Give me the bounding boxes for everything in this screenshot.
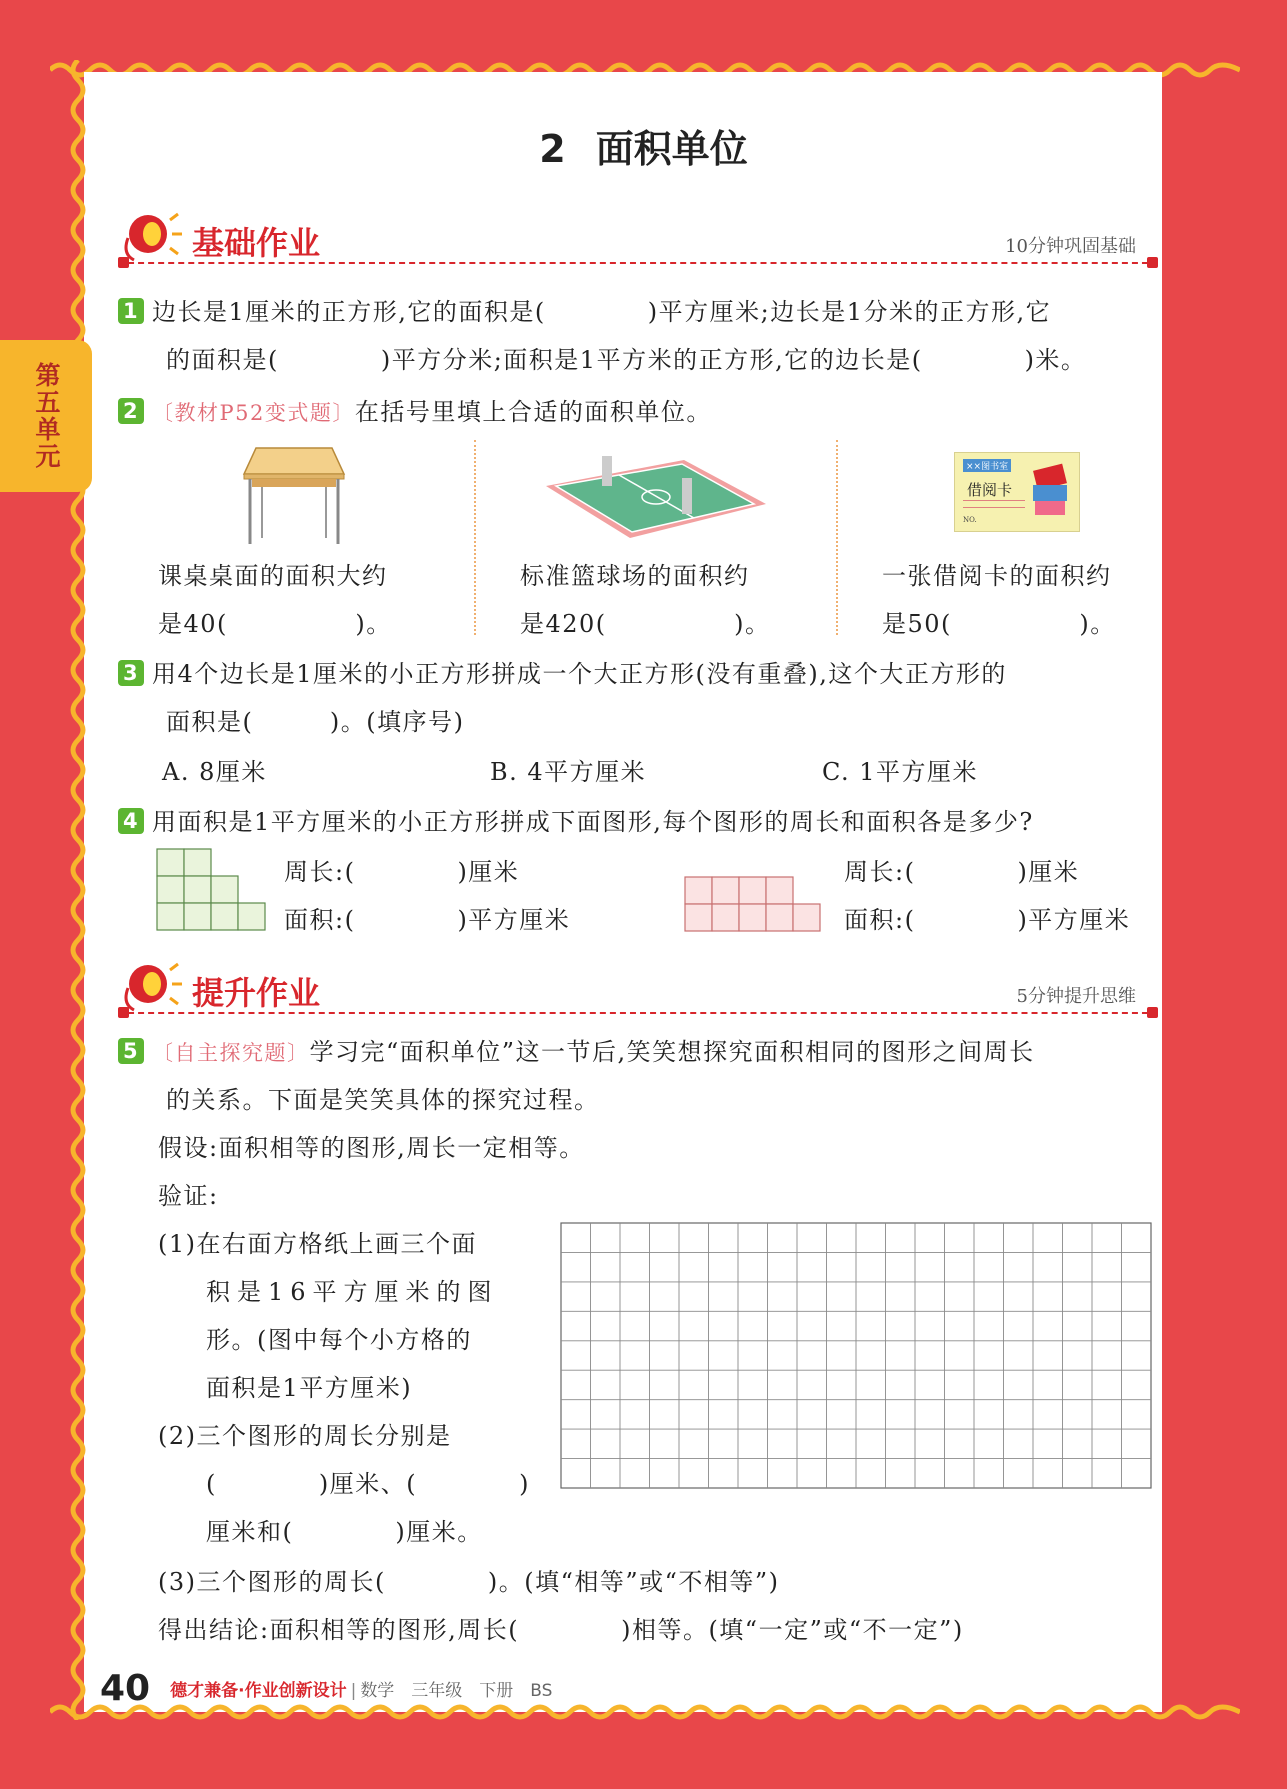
section-rule — [118, 1012, 1158, 1014]
q5-p2-line2: ( )厘米、( ) — [206, 1470, 530, 1498]
basketball-court-illustration — [544, 452, 768, 548]
books-icon — [1029, 459, 1075, 525]
q2-item2-line1: 标准篮球场的面积约 — [520, 562, 750, 590]
unit-tab — [0, 340, 92, 492]
q5-tag: 〔自主探究题〕 — [152, 1041, 310, 1065]
q5-p2-line3: 厘米和( )厘米。 — [206, 1518, 483, 1546]
library-card-illustration — [954, 452, 1080, 532]
q4-text: 用面积是1平方厘米的小正方形拼成下面图形,每个图形的周长和面积各是多少? — [152, 808, 1034, 836]
q5-p1-line2: 积是16平方厘米的图 — [206, 1278, 499, 1306]
lightbulb-icon — [122, 210, 186, 266]
q4-fig2-area: 面积:( )平方厘米 — [844, 906, 1131, 934]
footer-subject: 数学 三年级 下册 BS — [360, 1681, 553, 1701]
card-no: NO. — [963, 516, 977, 524]
q5-text-1: 学习完“面积单位”这一节后,笑笑想探究面积相同的图形之间周长 — [309, 1038, 1035, 1066]
unit-tab-label: 第五单元 — [32, 362, 61, 470]
q2-item3-line1: 一张借阅卡的面积约 — [882, 562, 1112, 590]
q3-number: 3 — [118, 660, 144, 686]
footer-brand: 德才兼备·作业创新设计 — [170, 1681, 347, 1701]
q5-p1-line1: (1)在右面方格纸上画三个面 — [158, 1230, 477, 1258]
q5-conclusion: 得出结论:面积相等的图形,周长( )相等。(填“一定”或“不一定”) — [158, 1616, 964, 1644]
section-basic-label: 基础作业 — [192, 224, 321, 262]
card-top: ××图书室 — [963, 459, 1011, 472]
q5-hypothesis: 假设:面积相等的图形,周长一定相等。 — [158, 1134, 585, 1162]
q2-item1-line2: 是40( )。 — [158, 610, 392, 638]
q5-p3: (3)三个图形的周长( )。(填“相等”或“不相等”) — [158, 1568, 780, 1596]
section-advanced-label: 提升作业 — [192, 974, 321, 1012]
q2-line — [118, 392, 712, 427]
q5-p2-line1: (2)三个图形的周长分别是 — [158, 1422, 452, 1450]
column-divider — [836, 440, 838, 635]
rule-dot — [1147, 1007, 1158, 1018]
q5-p1-line4: 面积是1平方厘米) — [206, 1374, 413, 1402]
q3-option-b: B. 4平方厘米 — [490, 758, 647, 786]
lesson-title: 面积单位 — [595, 127, 748, 171]
q5-verify: 验证: — [158, 1182, 219, 1210]
q5-number: 5 — [118, 1038, 144, 1064]
q5-line2: 的关系。下面是笑笑具体的探究过程。 — [166, 1086, 600, 1114]
grid-paper[interactable] — [560, 1222, 1154, 1490]
q1-line2: 的面积是( )平方分米;面积是1平方米的正方形,它的边长是( )米。 — [166, 346, 1087, 374]
q3-option-a: A. 8厘米 — [162, 758, 267, 786]
q1-line1 — [118, 292, 1051, 327]
q3-option-c: C. 1平方厘米 — [822, 758, 979, 786]
section-advanced — [118, 956, 1158, 1026]
q2-number: 2 — [118, 398, 144, 424]
section-basic — [118, 206, 1158, 276]
q1-text-1: 边长是1厘米的正方形,它的面积是( )平方厘米;边长是1分米的正方形,它 — [152, 298, 1052, 326]
wavy-border-left — [56, 60, 90, 1720]
q4-number: 4 — [118, 808, 144, 834]
q4-fig1-area: 面积:( )平方厘米 — [284, 906, 571, 934]
q4-line — [118, 802, 1034, 837]
q4-pink-figure — [684, 876, 824, 932]
q4-green-staircase-figure — [156, 848, 268, 932]
q5-p1-line3: 形。(图中每个小方格的 — [206, 1326, 472, 1354]
page-number: 40 — [100, 1668, 151, 1709]
rule-dot — [118, 257, 129, 268]
section-rule — [118, 262, 1158, 264]
q2-tag: 〔教材P52变式题〕 — [152, 401, 355, 425]
q4-fig2-perimeter: 周长:( )厘米 — [844, 858, 1080, 886]
q2-item3-line2: 是50( )。 — [882, 610, 1116, 638]
lesson-number: 2 — [539, 127, 566, 171]
section-advanced-note: 5分钟提升思维 — [1016, 986, 1136, 1007]
rule-dot — [118, 1007, 129, 1018]
q3-text-1: 用4个边长是1厘米的小正方形拼成一个大正方形(没有重叠),这个大正方形的 — [152, 660, 1007, 688]
desk-illustration — [238, 444, 348, 548]
q2-item1-line1: 课桌桌面的面积大约 — [158, 562, 388, 590]
footer — [100, 1668, 552, 1709]
q1-number: 1 — [118, 298, 144, 324]
q2-item2-line2: 是420( )。 — [520, 610, 771, 638]
q5-line1 — [118, 1032, 1035, 1067]
page-title — [0, 118, 1287, 173]
q2-text: 在括号里填上合适的面积单位。 — [354, 398, 712, 426]
footer-separator: | — [350, 1681, 357, 1701]
q3-line2: 面积是( )。(填序号) — [166, 708, 465, 736]
rule-dot — [1147, 257, 1158, 268]
section-basic-note: 10分钟巩固基础 — [1005, 236, 1136, 257]
q3-line1 — [118, 654, 1007, 689]
card-title: 借阅卡 — [967, 481, 1013, 499]
lightbulb-icon — [122, 960, 186, 1016]
column-divider — [474, 440, 476, 635]
q4-fig1-perimeter: 周长:( )厘米 — [284, 858, 520, 886]
